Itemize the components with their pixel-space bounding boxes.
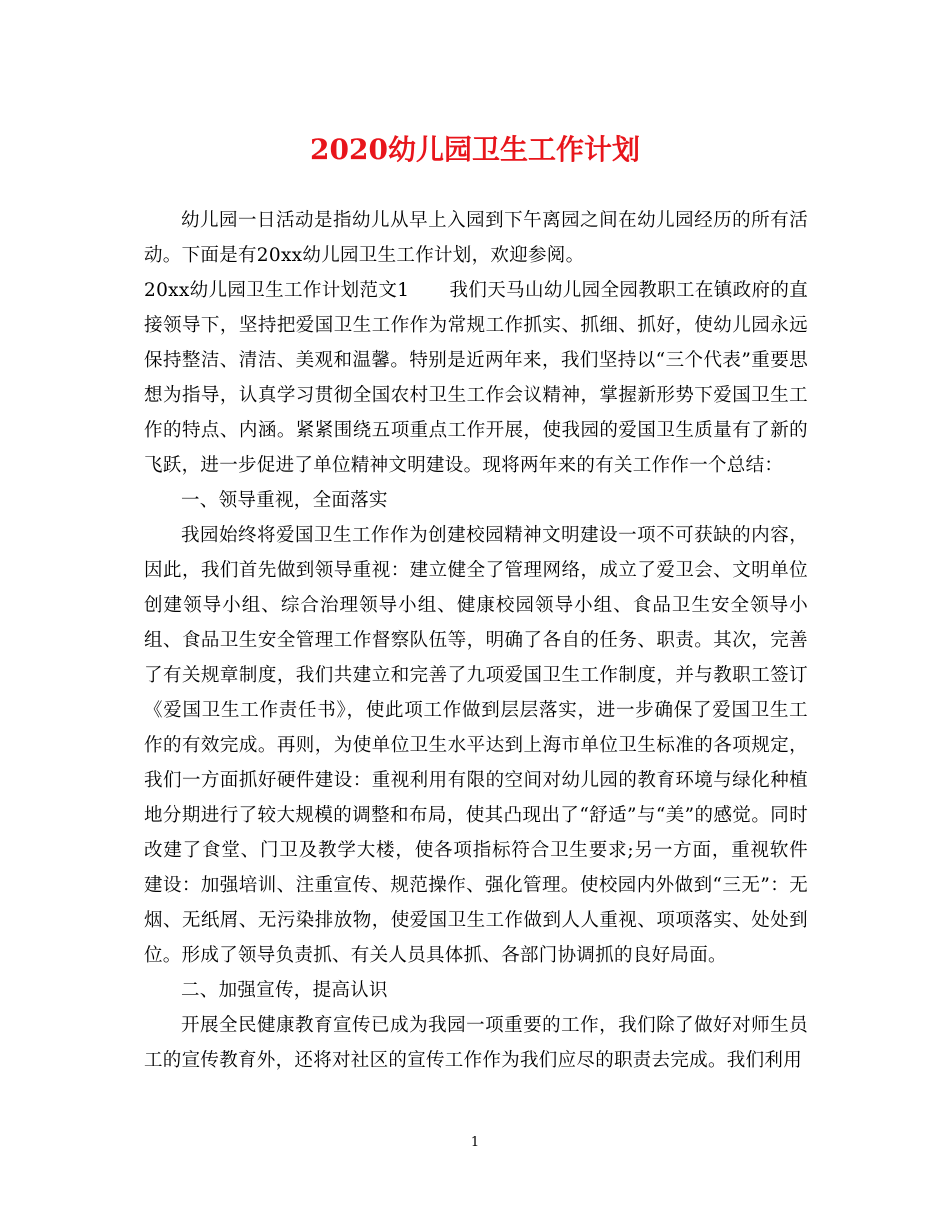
section1-paragraph: 我园始终将爱国卫生工作作为创建校园精神文明建设一项不可获缺的内容，因此，我们首先做到领导重视：建立健全了管理网络，成立了爱卫会、文明单位创建领导小组、综合治理领导小组、健康校园领导小组、食品卫生安全领导小组、食品卫生安全管理工作督察队伍等，明确了各自的任务、职责。其次，完善了有关规章制度，我们共建立和完善了九项爱国卫生工作制度，并与教职工签订《爱国卫生工作责任书》，使此项工作做到层层落实，进一步确保了爱国卫生工作的有效完成。再则，为使单位卫生水平达到上海市单位卫生标准的各项规定，我们一方面抓好硬件建设：重视利用有限的空间对幼儿园的教育环境与绿化种植地分期进行了较大规模的调整和布局，使其凸现出了“舒适”与“美”的感觉。同时改建了食堂、门卫及教学大楼，使各项指标符合卫生要求;另一方面，重视软件建设：加强培训、注重宣传、规范操作、强化管理。使校园内外做到“三无”：无烟、无纸屑、无污染排放物，使爱国卫生工作做到人人重视、项项落实、处处到位。形成了领导负责抓、有关人员具体抓、各部门协调抓的良好局面。 xyxy=(144,525,808,966)
sample-paragraph xyxy=(144,273,808,483)
document-body xyxy=(144,203,808,1078)
sample-label: 20xx幼儿园卫生工作计划范文1 xyxy=(144,280,410,301)
document-title: 2020幼儿园卫生工作计划 xyxy=(310,133,640,166)
page-number: 1 xyxy=(470,1135,480,1150)
section2-heading: 二、加强宣传，提高认识 xyxy=(181,980,388,1001)
sample-text: 我们天马山幼儿园全园教职工在镇政府的直接领导下，坚持把爱国卫生工作作为常规工作抓实、抓细、抓好，使幼儿园永远保持整洁、清洁、美观和温馨。特别是近两年来，我们坚持以“三个代表”重要思想为指导，认真学习贯彻全国农村卫生工作会议精神，掌握新形势下爱国卫生工作的特点、内涵。紧紧围绕五项重点工作开展，使我园的爱国卫生质量有了新的飞跃，进一步促进了单位精神文明建设。现将两年来的有关工作作一个总结： xyxy=(144,280,808,476)
intro-paragraph: 幼儿园一日活动是指幼儿从早上入园到下午离园之间在幼儿园经历的所有活动。下面是有20xx幼儿园卫生工作计划，欢迎参阅。 xyxy=(144,210,808,266)
section2-paragraph: 开展全民健康教育宣传已成为我园一项重要的工作，我们除了做好对师生员工的宣传教育外，还将对社区的宣传工作作为我们应尽的职责去完成。我们利用 xyxy=(144,1015,808,1071)
section1-heading: 一、领导重视，全面落实 xyxy=(181,490,388,511)
